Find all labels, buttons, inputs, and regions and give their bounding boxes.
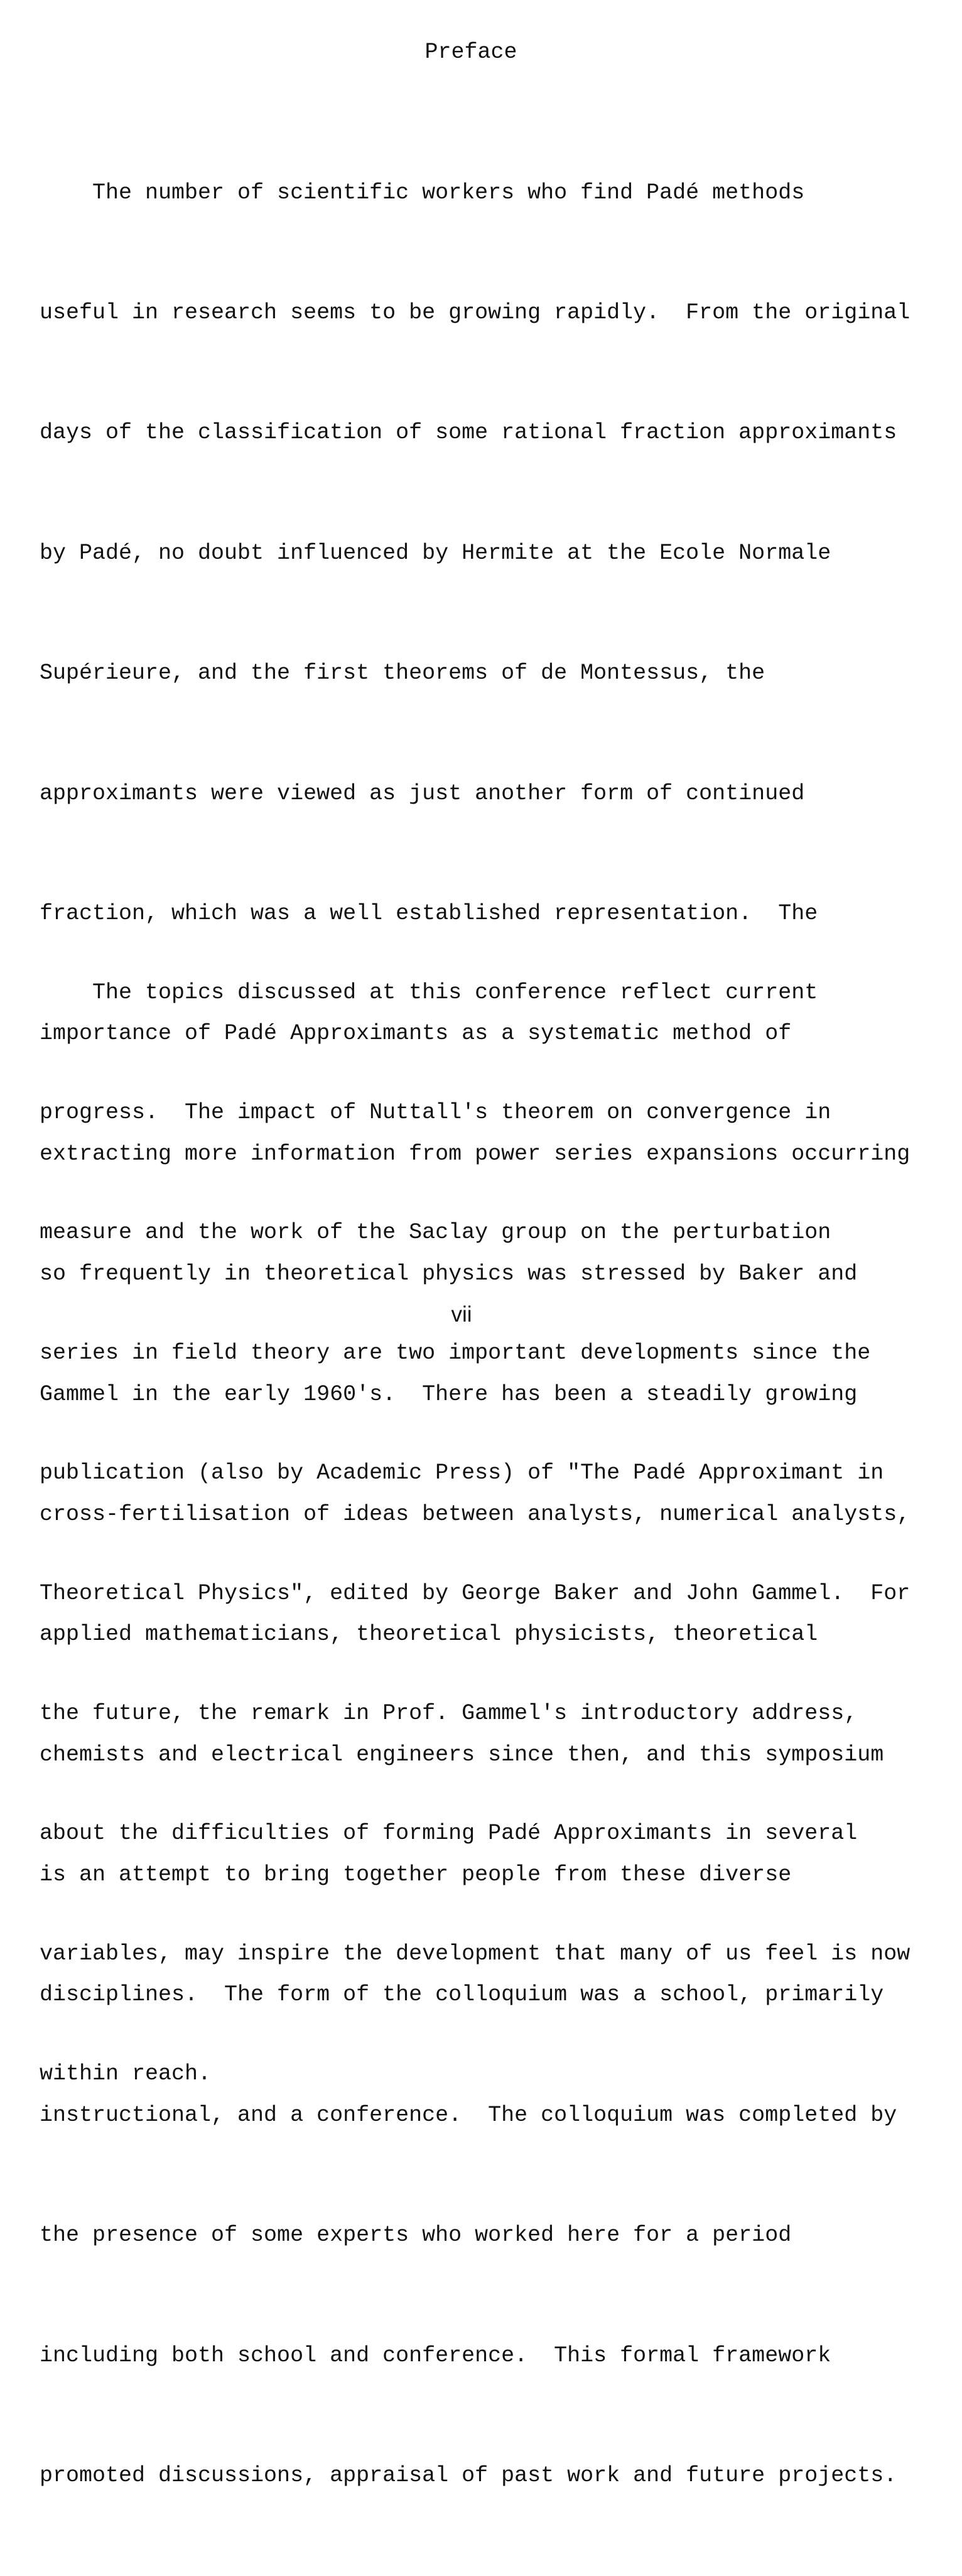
page-number: vii bbox=[451, 1302, 472, 1327]
paragraph-2 bbox=[40, 893, 910, 2175]
text-line: by Padé, no doubt influenced by Hermite at the Ecole Normale bbox=[40, 540, 831, 566]
text-line: useful in research seems to be growing rapidly. From the original bbox=[40, 299, 911, 325]
text-line: The topics discussed at this conference reflect current bbox=[40, 979, 818, 1005]
text-line: Theoretical Physics", edited by George Baker and John Gammel. For bbox=[40, 1580, 911, 1606]
text-line: about the difficulties of forming Padé Approximants in several bbox=[40, 1821, 858, 1846]
text-line: promoted discussions, appraisal of past work and future projects. bbox=[40, 2463, 897, 2489]
text-line: progress. The impact of Nuttall's theorem on convergence in bbox=[40, 1099, 831, 1125]
text-line: disciplines. The form of the colloquium was a school, primarily bbox=[40, 1982, 884, 2008]
text-line: so frequently in theoretical physics was stressed by Baker and bbox=[40, 1261, 858, 1287]
text-line: Gammel in the early 1960's. There has been a steadily growing bbox=[40, 1381, 858, 1407]
text-line: chemists and electrical engineers since then, and this symposium bbox=[40, 1742, 884, 1767]
text-line: extracting more information from power series expansions occurring bbox=[40, 1141, 911, 1167]
text-line: is an attempt to bring together people from these diverse bbox=[40, 1862, 792, 1888]
text-line: variables, may inspire the development that many of us feel is now bbox=[40, 1941, 911, 1966]
text-line: the future, the remark in Prof. Gammel's introductory address, bbox=[40, 1700, 858, 1726]
text-line: Supérieure, and the first theorems of de Montessus, the bbox=[40, 660, 765, 686]
text-line: The number of scientific workers who find Padé methods bbox=[40, 180, 805, 205]
page-title: Preface bbox=[424, 40, 517, 65]
text-line: fraction, which was a well established representation. The bbox=[40, 900, 818, 926]
text-line: days of the classification of some rational fraction approximants bbox=[40, 420, 897, 446]
text-line: including both school and conference. This formal framework bbox=[40, 2342, 831, 2368]
text-line: measure and the work of the Saclay group on the perturbation bbox=[40, 1220, 831, 1246]
text-line: within reach. bbox=[40, 2061, 212, 2087]
text-line: approximants were viewed as just another form of continued bbox=[40, 780, 805, 806]
text-line: applied mathematicians, theoretical physicists, theoretical bbox=[40, 1622, 818, 1647]
text-line: publication (also by Academic Press) of "The Padé Approximant in bbox=[40, 1460, 884, 1486]
text-line: series in field theory are two important developments since the bbox=[40, 1340, 871, 1366]
text-line: cross-fertilisation of ideas between analysts, numerical analysts, bbox=[40, 1501, 911, 1527]
text-line: importance of Padé Approximants as a systematic method of bbox=[40, 1021, 792, 1047]
text-line: the presence of some experts who worked here for a period bbox=[40, 2223, 792, 2248]
text-line: instructional, and a conference. The colloquium was completed by bbox=[40, 2102, 897, 2128]
